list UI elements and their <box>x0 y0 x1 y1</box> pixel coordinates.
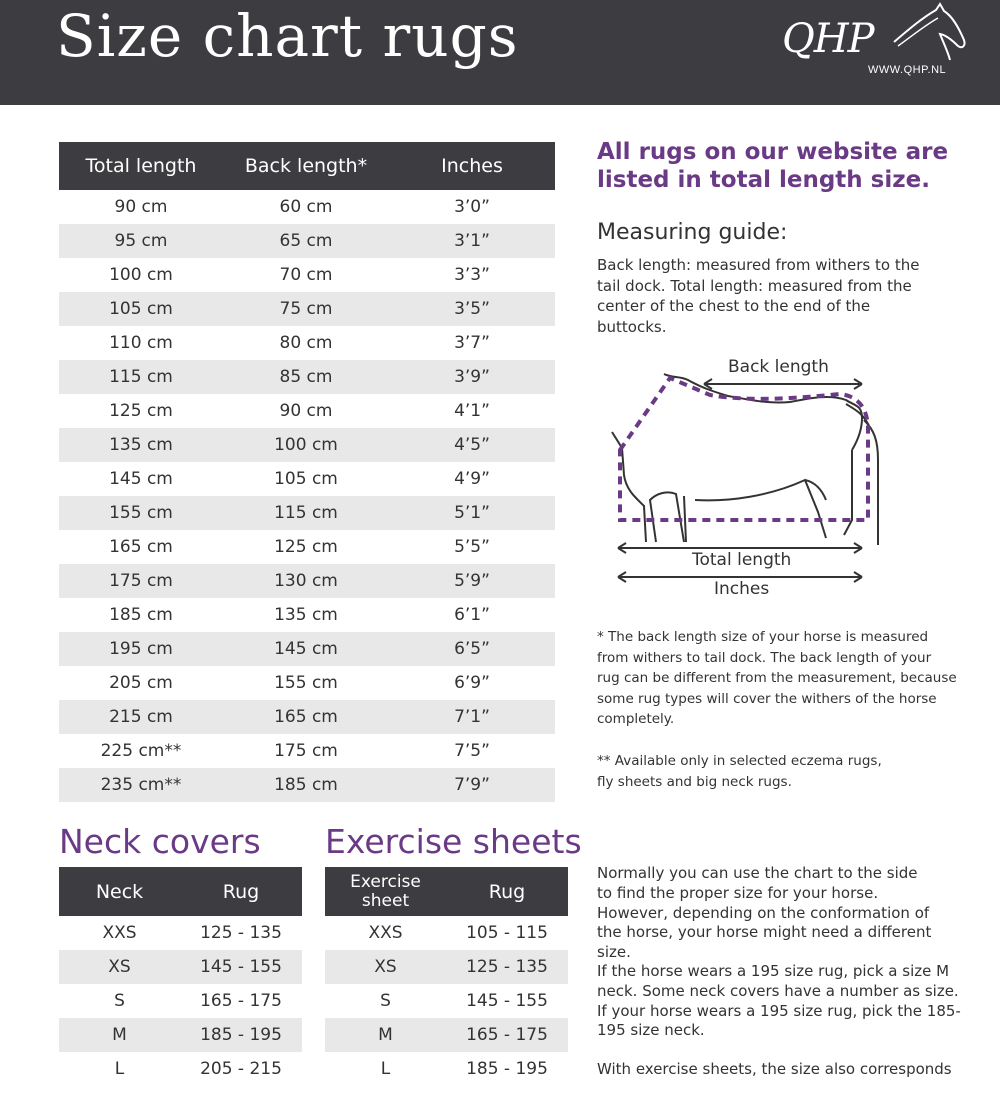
inches-label: Inches <box>714 579 770 599</box>
table-cell: 4’9” <box>454 469 490 489</box>
header-neck: Neck <box>59 867 180 916</box>
table-cell: 205 cm <box>109 673 173 693</box>
table-cell: 3’9” <box>389 360 555 394</box>
table-cell: 105 cm <box>59 292 223 326</box>
logo-url: WWW.QHP.NL <box>868 64 947 76</box>
table-header-row <box>59 867 302 916</box>
table-row <box>59 394 555 428</box>
table-cell: 165 - 175 <box>200 991 282 1011</box>
table-cell: 100 cm <box>223 428 389 462</box>
table-header-row <box>59 142 555 190</box>
table-cell: 225 cm** <box>100 741 182 761</box>
table-cell: 5’9” <box>389 564 555 598</box>
table-cell: 185 - 195 <box>466 1059 548 1079</box>
table-cell: 155 cm <box>274 673 338 693</box>
table-row <box>59 598 555 632</box>
table-cell: 105 - 115 <box>466 923 548 943</box>
table-cell: 75 cm <box>223 292 389 326</box>
table-cell: XXS <box>368 923 403 943</box>
table-cell: XXS <box>102 923 137 943</box>
table-row <box>325 984 568 1018</box>
table-cell: S <box>380 991 391 1011</box>
advice-paragraph-1: Normally you can use the chart to the side to find the proper size for your horse. However, depending on the conformation of the horse, your horse might need a different size. <box>597 864 932 962</box>
table-row <box>59 700 555 734</box>
measuring-guide-text: Back length: measured from withers to the tail dock. Total length: measured from the center of the chest to the end of the buttocks. <box>597 256 920 336</box>
table-cell: 4’1” <box>454 401 490 421</box>
table-cell: 5’5” <box>454 537 490 557</box>
table-cell: 95 cm <box>59 224 223 258</box>
table-cell: 6’1” <box>454 605 490 625</box>
table-cell: 85 cm <box>223 360 389 394</box>
table-cell: XS <box>325 950 446 984</box>
table-cell: 5’1” <box>389 496 555 530</box>
header-back-length: Back length* <box>223 142 389 190</box>
qhp-logo[interactable] <box>778 2 968 82</box>
exercise-sheets-table <box>325 867 568 1086</box>
table-row <box>59 564 555 598</box>
table-cell: XS <box>59 950 180 984</box>
table-row <box>59 950 302 984</box>
table-cell: 165 - 175 <box>446 1018 568 1052</box>
table-cell: 3’3” <box>454 265 490 285</box>
table-cell: 205 - 215 <box>200 1059 282 1079</box>
table-row <box>59 632 555 666</box>
table-row <box>59 428 555 462</box>
table-cell: 6’5” <box>389 632 555 666</box>
table-cell: L <box>114 1059 125 1079</box>
table-cell: M <box>59 1018 180 1052</box>
logo-text: QHP <box>782 16 874 62</box>
table-cell: 105 cm <box>274 469 338 489</box>
table-cell: 165 cm <box>109 537 173 557</box>
table-cell: 195 cm <box>59 632 223 666</box>
table-row <box>59 360 555 394</box>
total-length-label: Total length <box>692 550 792 570</box>
table-cell: 145 - 155 <box>180 950 302 984</box>
table-cell: 115 cm <box>59 360 223 394</box>
table-row <box>59 1052 302 1086</box>
exercise-sheets-title: Exercise sheets <box>325 822 582 861</box>
horse-head-icon <box>888 2 968 64</box>
table-row <box>59 734 555 768</box>
neck-covers-title: Neck covers <box>59 822 261 861</box>
table-cell: 115 cm <box>223 496 389 530</box>
table-cell: 175 cm <box>274 741 338 761</box>
table-cell: 155 cm <box>59 496 223 530</box>
table-cell: 175 cm <box>59 564 223 598</box>
table-cell: 185 cm <box>223 768 389 802</box>
neck-covers-table <box>59 867 302 1086</box>
header-inches: Inches <box>389 142 555 190</box>
header-exercise-sheet: Exercise sheet <box>325 867 446 916</box>
table-row <box>59 496 555 530</box>
table-cell: 4’5” <box>389 428 555 462</box>
table-cell: 185 - 195 <box>180 1018 302 1052</box>
table-row <box>59 984 302 1018</box>
table-row <box>59 190 555 224</box>
table-row <box>59 326 555 360</box>
table-cell: 6’9” <box>454 673 490 693</box>
table-row <box>325 1052 568 1086</box>
header-rug: Rug <box>180 867 302 916</box>
advice-paragraph-2: If the horse wears a 195 size rug, pick a size M neck. Some neck covers have a number as size. If your horse wears a 195 size rug, pick the 185-195 size neck. <box>597 962 961 1040</box>
table-cell: 135 cm <box>59 428 223 462</box>
measuring-guide-title: Measuring guide: <box>597 220 788 245</box>
table-cell: 145 cm <box>109 469 173 489</box>
table-cell: 125 cm <box>109 401 173 421</box>
table-cell: 110 cm <box>109 333 173 353</box>
table-cell: 165 cm <box>223 700 389 734</box>
table-row <box>59 530 555 564</box>
table-cell: 3’5” <box>389 292 555 326</box>
table-row <box>59 666 555 700</box>
horse-measurement-diagram <box>600 350 890 605</box>
rug-size-table <box>59 142 555 802</box>
table-cell: 80 cm <box>279 333 333 353</box>
table-row <box>325 916 568 950</box>
table-cell: 100 cm <box>109 265 173 285</box>
table-cell: 145 - 155 <box>466 991 548 1011</box>
table-row <box>59 462 555 496</box>
table-row <box>59 916 302 950</box>
table-cell: 7’9” <box>389 768 555 802</box>
page-title: Size chart rugs <box>56 2 519 70</box>
table-row <box>325 950 568 984</box>
table-cell: 125 - 135 <box>446 950 568 984</box>
advice-paragraph-3: With exercise sheets, the size also corresponds <box>597 1060 952 1078</box>
table-row <box>325 1018 568 1052</box>
header-total-length: Total length <box>59 142 223 190</box>
table-cell: 60 cm <box>279 197 333 217</box>
table-cell: 125 cm <box>274 537 338 557</box>
table-cell: 135 cm <box>274 605 338 625</box>
table-cell: M <box>325 1018 446 1052</box>
note-back-length: * The back length size of your horse is measured from withers to tail dock. The back length of your rug can be different from the measurement, because some rug types will cover the withers of the horse completely. <box>597 629 957 727</box>
table-cell: 7’1” <box>389 700 555 734</box>
table-row <box>59 768 555 802</box>
table-header-row <box>325 867 568 916</box>
note-availability: ** Available only in selected eczema rugs, fly sheets and big neck rugs. <box>597 753 882 790</box>
table-cell: 130 cm <box>223 564 389 598</box>
table-cell: 3’7” <box>454 333 490 353</box>
table-cell: 3’0” <box>454 197 490 217</box>
table-row <box>59 1018 302 1052</box>
back-length-label: Back length <box>728 357 829 377</box>
table-cell: 145 cm <box>223 632 389 666</box>
table-cell: 125 - 135 <box>200 923 282 943</box>
header-rug: Rug <box>446 867 568 916</box>
table-cell: 65 cm <box>223 224 389 258</box>
headline: All rugs on our website are listed in total length size. <box>597 139 949 193</box>
table-cell: 90 cm <box>114 197 168 217</box>
table-cell: 235 cm** <box>59 768 223 802</box>
table-cell: L <box>380 1059 391 1079</box>
table-cell: S <box>114 991 125 1011</box>
table-cell: 7’5” <box>454 741 490 761</box>
table-cell: 215 cm <box>59 700 223 734</box>
table-cell: 185 cm <box>109 605 173 625</box>
page-header <box>0 0 1000 105</box>
table-cell: 3’1” <box>389 224 555 258</box>
table-row <box>59 224 555 258</box>
table-row <box>59 292 555 326</box>
table-cell: 70 cm <box>279 265 333 285</box>
table-cell: 90 cm <box>279 401 333 421</box>
table-row <box>59 258 555 292</box>
